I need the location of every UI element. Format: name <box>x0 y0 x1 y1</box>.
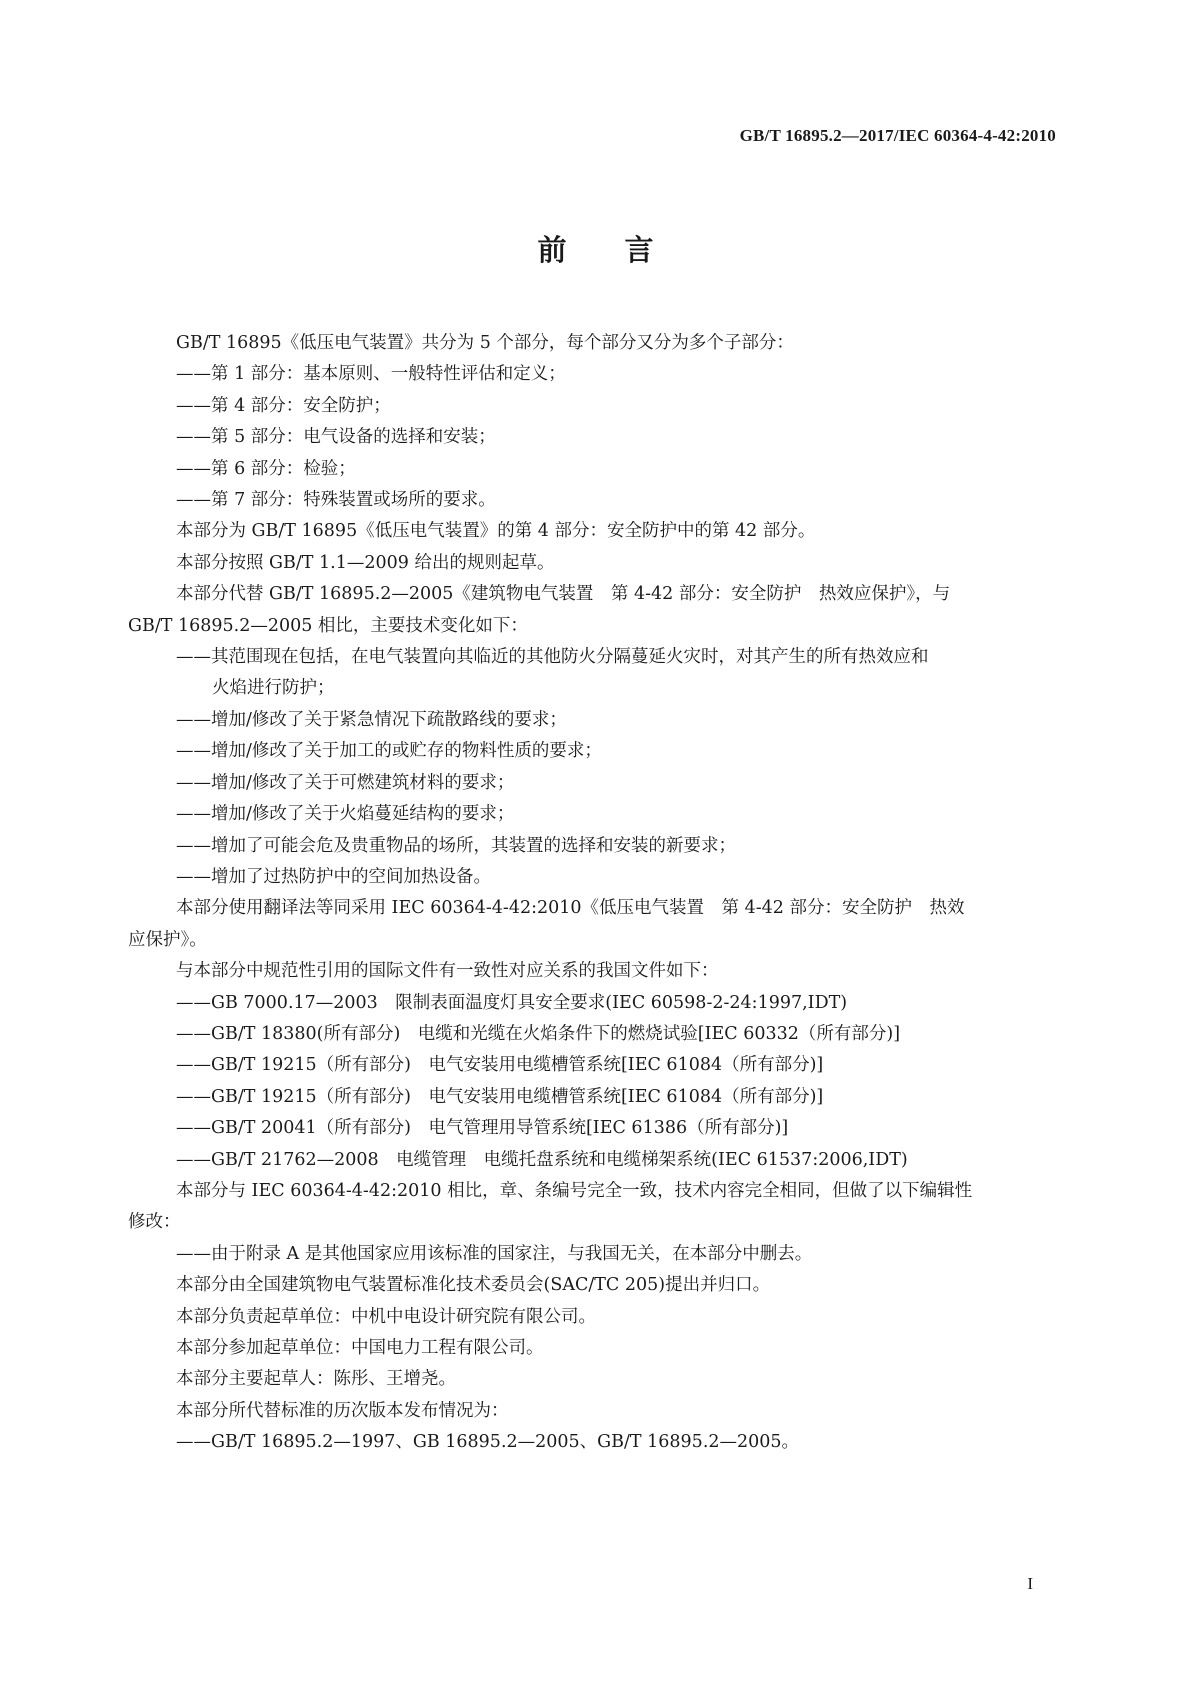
list-item: ——增加/修改了关于加工的或贮存的物料性质的要求； <box>176 741 602 762</box>
foreword-body <box>128 328 1058 1459</box>
page-number: I <box>1027 1574 1033 1593</box>
paragraph-continuation: 修改： <box>128 1212 181 1233</box>
list-item: ——其范围现在包括，在电气装置向其临近的其他防火分隔蔓延火灾时，对其产生的所有热效应和 <box>176 647 929 668</box>
reference-item: ——GB/T 21762—2008 电缆管理 电缆托盘系统和电缆梯架系统(IEC 61537:2006,IDT) <box>176 1149 908 1170</box>
list-item: ——第 4 部分：安全防护； <box>176 395 391 416</box>
list-item: ——由于附录 A 是其他国家应用该标准的国家注，与我国无关，在本部分中删去。 <box>176 1243 813 1264</box>
paragraph: 本部分代替 GB/T 16895.2—2005《建筑物电气装置 第 4-42 部分：安全防护 热效应保护》，与 <box>176 584 951 605</box>
reference-item: ——GB/T 19215（所有部分) 电气安装用电缆槽管系统[IEC 61084（所有部分)] <box>176 1086 824 1107</box>
list-item: ——增加/修改了关于火焰蔓延结构的要求； <box>176 804 515 825</box>
list-item: ——第 6 部分：检验； <box>176 458 356 479</box>
reference-item: ——GB/T 18380(所有部分) 电缆和光缆在火焰条件下的燃烧试验[IEC 60332（所有部分)] <box>176 1023 901 1044</box>
reference-item: ——GB/T 20041（所有部分) 电气管理用导管系统[IEC 61386（所有部分)] <box>176 1118 789 1139</box>
list-item: ——增加了过热防护中的空间加热设备。 <box>176 866 491 887</box>
list-item: ——增加/修改了关于可燃建筑材料的要求； <box>176 772 515 793</box>
list-item: ——第 7 部分：特殊装置或场所的要求。 <box>176 490 496 511</box>
paragraph-continuation: GB/T 16895.2—2005 相比，主要技术变化如下： <box>128 615 528 636</box>
paragraph: GB/T 16895《低压电气装置》共分为 5 个部分，每个部分又分为多个子部分： <box>176 333 794 353</box>
paragraph: 本部分与 IEC 60364-4-42:2010 相比，章、条编号完全一致，技术内容完全相同，但做了以下编辑性 <box>176 1180 973 1201</box>
paragraph: 本部分主要起草人：陈彤、王增尧。 <box>176 1369 456 1390</box>
paragraph: 本部分参加起草单位：中国电力工程有限公司。 <box>176 1338 544 1358</box>
document-code: GB/T 16895.2—2017/IEC 60364-4-42:2010 <box>739 126 1056 145</box>
page-title-char-1: 前 <box>537 233 567 267</box>
paragraph: 本部分使用翻译法等同采用 IEC 60364-4-42:2010《低压电气装置 第 4-42 部分：安全防护 热效 <box>176 898 965 919</box>
paragraph: 本部分为 GB/T 16895《低压电气装置》的第 4 部分：安全防护中的第 42 部分。 <box>176 521 816 542</box>
paragraph-continuation: 应保护》。 <box>128 929 207 950</box>
reference-item: ——GB/T 19215（所有部分) 电气安装用电缆槽管系统[IEC 61084（所有部分)] <box>176 1055 824 1076</box>
list-item: ——第 5 部分：电气设备的选择和安装； <box>176 427 496 448</box>
paragraph: 本部分由全国建筑物电气装置标准化技术委员会(SAC/TC 205)提出并归口。 <box>176 1275 771 1296</box>
paragraph: 本部分所代替标准的历次版本发布情况为： <box>176 1400 509 1421</box>
paragraph: 本部分按照 GB/T 1.1—2009 给出的规则起草。 <box>176 552 555 573</box>
reference-item: ——GB 7000.17—2003 限制表面温度灯具安全要求(IEC 60598-2-24:1997,IDT) <box>176 992 848 1013</box>
list-item: ——增加了可能会危及贵重物品的场所，其装置的选择和安装的新要求； <box>176 835 736 856</box>
page-title-char-2: 言 <box>624 233 654 267</box>
paragraph: 与本部分中规范性引用的国际文件有一致性对应关系的我国文件如下： <box>176 961 719 982</box>
list-item: ——GB/T 16895.2—1997、GB 16895.2—2005、GB/T 16895.2—2005。 <box>176 1432 800 1453</box>
paragraph: 本部分负责起草单位：中机中电设计研究院有限公司。 <box>176 1306 596 1327</box>
list-item-continuation: 火焰进行防护； <box>212 678 335 699</box>
page-title <box>0 228 1191 269</box>
list-item: ——第 1 部分：基本原则、一般特性评估和定义； <box>176 364 566 385</box>
list-item: ——增加/修改了关于紧急情况下疏散路线的要求； <box>176 709 567 730</box>
